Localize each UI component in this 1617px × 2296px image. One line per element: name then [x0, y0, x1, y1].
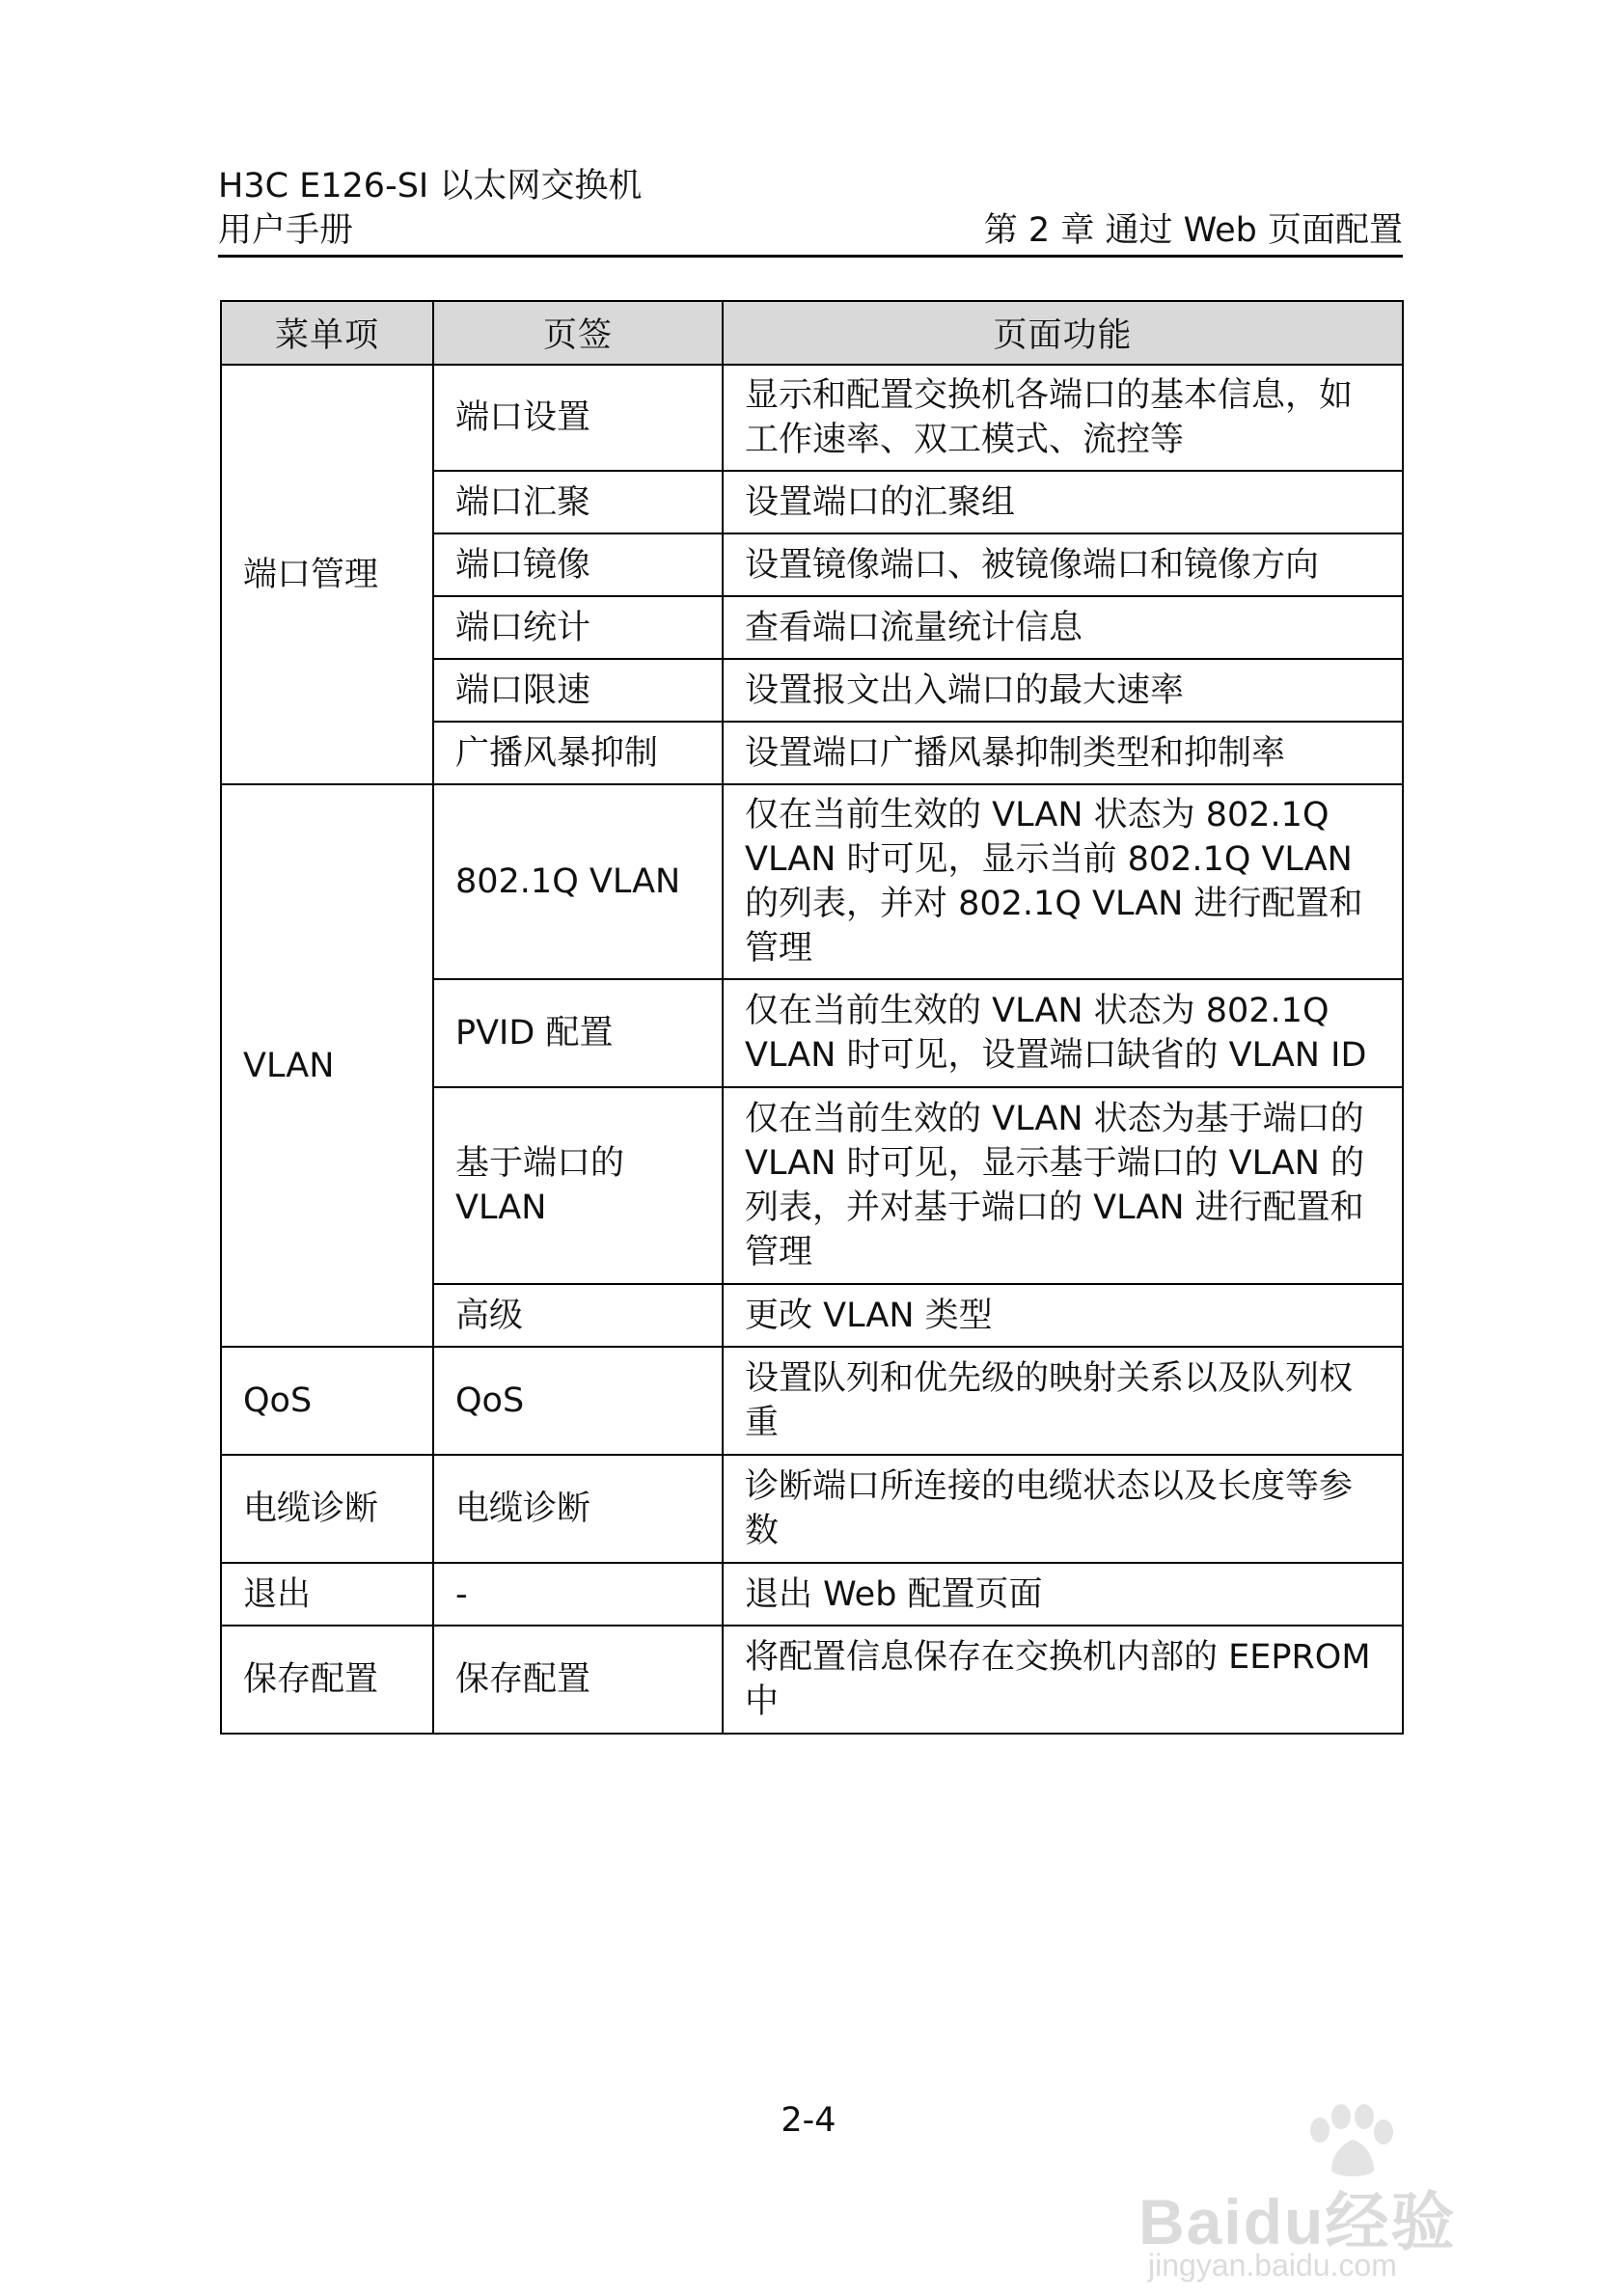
page-header	[218, 164, 1403, 253]
table-row	[221, 365, 1403, 471]
tab-cell: 广播风暴抑制	[433, 722, 723, 784]
menu-cell: 保存配置	[221, 1626, 433, 1734]
product-title: H3C E126-SI 以太网交换机	[218, 167, 643, 205]
table-row	[221, 784, 1403, 979]
manual-title: 用户手册	[218, 211, 354, 250]
menu-table	[220, 300, 1404, 1735]
tab-cell: 端口汇聚	[433, 471, 723, 533]
function-cell: 显示和配置交换机各端口的基本信息，如工作速率、双工模式、流控等	[723, 365, 1403, 471]
chapter-title: 第 2 章 通过 Web 页面配置	[983, 211, 1403, 250]
column-header-function: 页面功能	[723, 301, 1403, 365]
tab-cell: 保存配置	[433, 1626, 723, 1734]
function-cell: 退出 Web 配置页面	[723, 1563, 1403, 1626]
function-cell: 设置镜像端口、被镜像端口和镜像方向	[723, 533, 1403, 596]
table-row	[221, 1563, 1403, 1626]
menu-cell: 电缆诊断	[221, 1455, 433, 1563]
menu-cell: 端口管理	[221, 365, 433, 784]
column-header-tab: 页签	[433, 301, 723, 365]
tab-cell: 高级	[433, 1284, 723, 1347]
function-cell: 更改 VLAN 类型	[723, 1284, 1403, 1347]
function-cell: 查看端口流量统计信息	[723, 596, 1403, 659]
column-header-menu: 菜单项	[221, 301, 433, 365]
tab-cell: 基于端口的 VLAN	[433, 1087, 723, 1284]
tab-cell: 电缆诊断	[433, 1455, 723, 1563]
function-cell: 设置队列和优先级的映射关系以及队列权重	[723, 1347, 1403, 1455]
table-row	[221, 1347, 1403, 1455]
function-cell: 设置报文出入端口的最大速率	[723, 659, 1403, 722]
function-cell: 仅在当前生效的 VLAN 状态为 802.1Q VLAN 时可见，显示当前 802.1Q VLAN 的列表，并对 802.1Q VLAN 进行配置和管理	[723, 784, 1403, 979]
function-cell: 将配置信息保存在交换机内部的 EEPROM 中	[723, 1626, 1403, 1734]
watermark-url: jingyan.baidu.com	[1148, 2248, 1397, 2282]
page-number: 2-4	[781, 2101, 836, 2140]
function-cell: 设置端口的汇聚组	[723, 471, 1403, 533]
menu-cell: VLAN	[221, 784, 433, 1347]
tab-cell: -	[433, 1563, 723, 1626]
baidu-watermark	[1138, 2103, 1544, 2282]
tab-cell: PVID 配置	[433, 979, 723, 1087]
function-cell: 仅在当前生效的 VLAN 状态为基于端口的 VLAN 时可见，显示基于端口的 VLAN 的列表，并对基于端口的 VLAN 进行配置和管理	[723, 1087, 1403, 1284]
table-row	[221, 1455, 1403, 1563]
tab-cell: 端口镜像	[433, 533, 723, 596]
function-cell: 设置端口广播风暴抑制类型和抑制率	[723, 722, 1403, 784]
watermark-brand: Baidu经验	[1138, 2186, 1457, 2257]
function-cell: 仅在当前生效的 VLAN 状态为 802.1Q VLAN 时可见，设置端口缺省的 VLAN ID	[723, 979, 1403, 1087]
tab-cell: 端口统计	[433, 596, 723, 659]
header-rule	[218, 255, 1403, 258]
function-cell: 诊断端口所连接的电缆状态以及长度等参数	[723, 1455, 1403, 1563]
tab-cell: 端口限速	[433, 659, 723, 722]
tab-cell: 端口设置	[433, 365, 723, 471]
tab-cell: QoS	[433, 1347, 723, 1455]
table-header-row	[221, 301, 1403, 365]
paw-icon	[1293, 2103, 1409, 2180]
menu-cell: QoS	[221, 1347, 433, 1455]
table-row	[221, 1626, 1403, 1734]
menu-cell: 退出	[221, 1563, 433, 1626]
tab-cell: 802.1Q VLAN	[433, 784, 723, 979]
